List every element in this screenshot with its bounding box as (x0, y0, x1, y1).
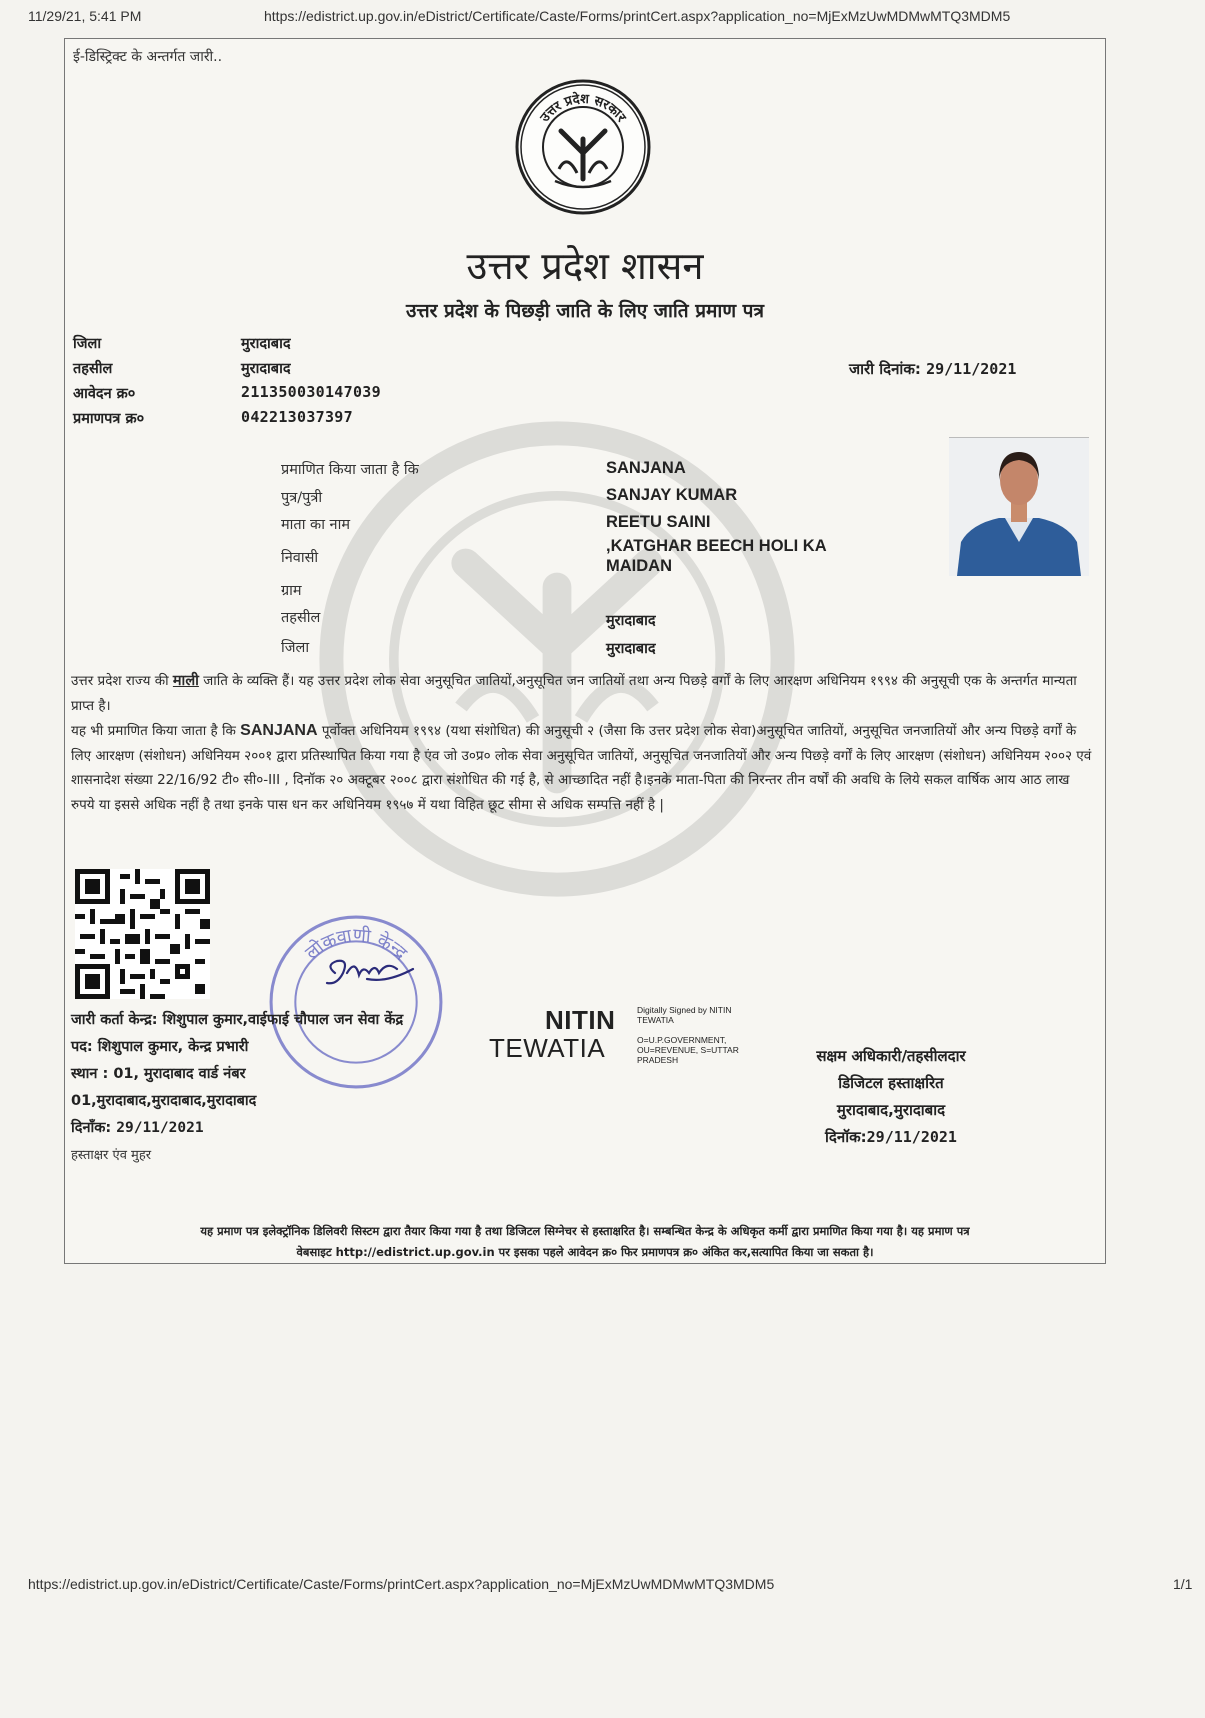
officer-place: मुरादाबाद,मुरादाबाद (836, 1101, 946, 1119)
footnote-line1: यह प्रमाण पत्र इलेक्ट्रॉनिक डिलिवरी सिस्टम द्वारा तैयार किया गया है तथा डिजिटल सिग्नेचर से हस्ताक्षरित है। सम्बन्धित केन्द्र के अधिकृत कर्मी द्वारा प्रमाणित किया गया है। यह प्रमाण पत्र (200, 1224, 970, 1238)
certified-label: प्रमाणित किया जाता है कि (281, 462, 419, 478)
print-datetime: 11/29/21, 5:41 PM (28, 8, 142, 24)
print-url: https://edistrict.up.gov.in/eDistrict/Certificate/Caste/Forms/printCert.aspx?application_no=MjExMzUwMDMwMTQ3MDM5 (264, 8, 1011, 24)
issuer-place-line1: स्थान : 01, मुरादाबाद वार्ड नंबर (71, 1066, 246, 1082)
para2-part1: यह भी प्रमाणित किया जाता है कि (71, 723, 236, 739)
seal-text: लोकवाणी केन्द्र (301, 924, 412, 964)
issuer-block (71, 1007, 403, 1169)
verification-footnote (65, 1221, 1105, 1263)
issue-date-value: 29/11/2021 (926, 360, 1017, 378)
certificate-subtitle: उत्तर प्रदेश के पिछड़ी जाति के लिए जाति प्रमाण पत्र (406, 300, 764, 322)
resident-label: निवासी (281, 550, 319, 566)
emblem-text: उत्तर प्रदेश सरकार (537, 91, 629, 126)
detail-tehsil-value: मुरादाबाद (606, 613, 656, 629)
signer-name-last: TEWATIA (489, 1033, 606, 1063)
application-no-value: 211350030147039 (241, 383, 381, 401)
issue-date-label: जारी दिनांक: (849, 360, 921, 378)
para1-part2: जाति के व्यक्ति हैं। यह उत्तर प्रदेश लोक सेवा अनुसूचित जातियों,अनुसूचित जन जातियों तथा अन्य पिछड़े वर्गों के लिए आरक्षण अधिनियम १९९४ की अनुसूची एक के अन्तर्गत मान्यता प्राप्त है। (71, 673, 1077, 714)
page-number: 1/1 (1173, 1576, 1193, 1592)
sign-seal-label: हस्ताक्षर एंव मुहर (71, 1148, 152, 1163)
mother-label: माता का नाम (281, 517, 351, 533)
officer-date (791, 1124, 991, 1151)
handwritten-signature (317, 939, 427, 999)
para1-part1: उत्तर प्रदेश राज्य की (71, 673, 169, 689)
detail-district-value: मुरादाबाद (606, 641, 656, 657)
applicant-photo (949, 437, 1089, 576)
district-value: मुरादाबाद (241, 336, 291, 352)
mother-name: REETU SAINI (606, 513, 711, 531)
certificate-title: उत्तर प्रदेश शासन (466, 244, 704, 288)
parent-label: पुत्र/पुत्री (281, 490, 323, 506)
officer-digital: डिजिटल हस्ताक्षरित (838, 1074, 944, 1092)
para2-part2: पूर्वोक्त अधिनियम १९९४ (यथा संशोधित) की अनुसूची २ (जैसा कि उत्तर प्रदेश लोक सेवा)अनुसूचित जातियों, अनुसूचित जनजातियों और अन्य पिछड़े वर्गों के लिए आरक्षण (संशोधन) अधिनियम २००१ द्वारा प्रतिस्थापित किया गया है एंव जो उ०प्र० लोक सेवा अनुसूचित जातियों, अनुसूचित जनजातियों और अन्य पिछड़े वर्गों के लिए आरक्षण (संशोधन) अधिनियम २००२ एवं शासनादेश संख्या 22/16/92 टी० सी०-III , दिनॉक २० अक्टूबर २००८ द्वारा संशोधित की गई है, से आच्छादित नहीं है।इनके माता-पिता की निरन्तर तीन वर्षों की अवधि के लिये सकल वार्षिक आय आठ लाख रुपये या इससे अधिक नहीं है तथा इनके पास धन कर अधिनियम १९५७ में यथा विहित छूट सीमा से अधिक सम्पत्ति नहीं है | (71, 723, 1092, 813)
digital-signed-by: Digitally Signed by NITIN TEWATIA (637, 1005, 732, 1025)
footnote-line2: वेबसाइट http://edistrict.up.gov.in पर इसका पहले आवेदन क्र० फिर प्रमाणपत्र क्र० अंकित कर,सत्यापित किया जा सकता है। (296, 1245, 874, 1259)
issuer-post: पद: शिशुपाल कुमार, केन्द्र प्रभारी (71, 1039, 249, 1055)
issuer-date (71, 1115, 403, 1142)
certification-paragraph (71, 719, 1097, 817)
qr-code (75, 869, 210, 999)
address-value: ,KATGHAR BEECH HOLI KA MAIDAN (606, 537, 826, 575)
para2-applicant-name: SANJANA (240, 722, 318, 739)
issuer-date-label: दिनाँक: (71, 1120, 112, 1136)
issuer-place-line2: 01,मुरादाबाद,मुरादाबाद,मुरादाबाद (71, 1093, 257, 1109)
certificate-no-label: प्रमाणपत्र क्र० (73, 411, 145, 427)
digital-signature (489, 1005, 769, 1065)
issued-under-text: ई-डिस्ट्रिक्ट के अन्तर्गत जारी.. (73, 49, 223, 65)
officer-title: सक्षम अधिकारी/तहसीलदार (816, 1047, 966, 1065)
issue-date (849, 359, 1016, 379)
officer-date-label: दिनॉक: (825, 1128, 867, 1146)
certificate-no-value: 042213037397 (241, 408, 353, 426)
village-label: ग्राम (281, 583, 302, 599)
tehsil-value: मुरादाबाद (241, 361, 291, 377)
certificate (64, 38, 1106, 1264)
application-no-label: आवेदन क्र० (73, 386, 136, 402)
caste-paragraph (71, 669, 1097, 718)
father-name: SANJAY KUMAR (606, 486, 738, 504)
issuer-centre: जारी कर्ता केन्द्र: शिशुपाल कुमार,वाईफाई चौपाल जन सेवा केंद्र (71, 1012, 404, 1028)
footer-url: https://edistrict.up.gov.in/eDistrict/Certificate/Caste/Forms/printCert.aspx?application_no=MjExMzUwMDMwMTQ3MDM5 (28, 1576, 775, 1592)
officer-date-value: 29/11/2021 (866, 1128, 957, 1146)
digital-signer-org: O=U.P.GOVERNMENT, OU=REVENUE, S=UTTAR PRADESH (637, 1035, 739, 1065)
caste-name: माली (172, 673, 199, 689)
detail-tehsil-label: तहसील (281, 610, 321, 626)
officer-block (791, 1043, 991, 1151)
applicant-name: SANJANA (606, 459, 686, 477)
tehsil-label: तहसील (73, 361, 113, 377)
detail-district-label: जिला (281, 640, 310, 656)
district-label: जिला (73, 336, 102, 352)
certificate-meta (73, 333, 473, 433)
signer-name-first: NITIN (545, 1005, 616, 1035)
up-government-emblem (513, 77, 653, 217)
issuer-date-value: 29/11/2021 (116, 1120, 204, 1136)
